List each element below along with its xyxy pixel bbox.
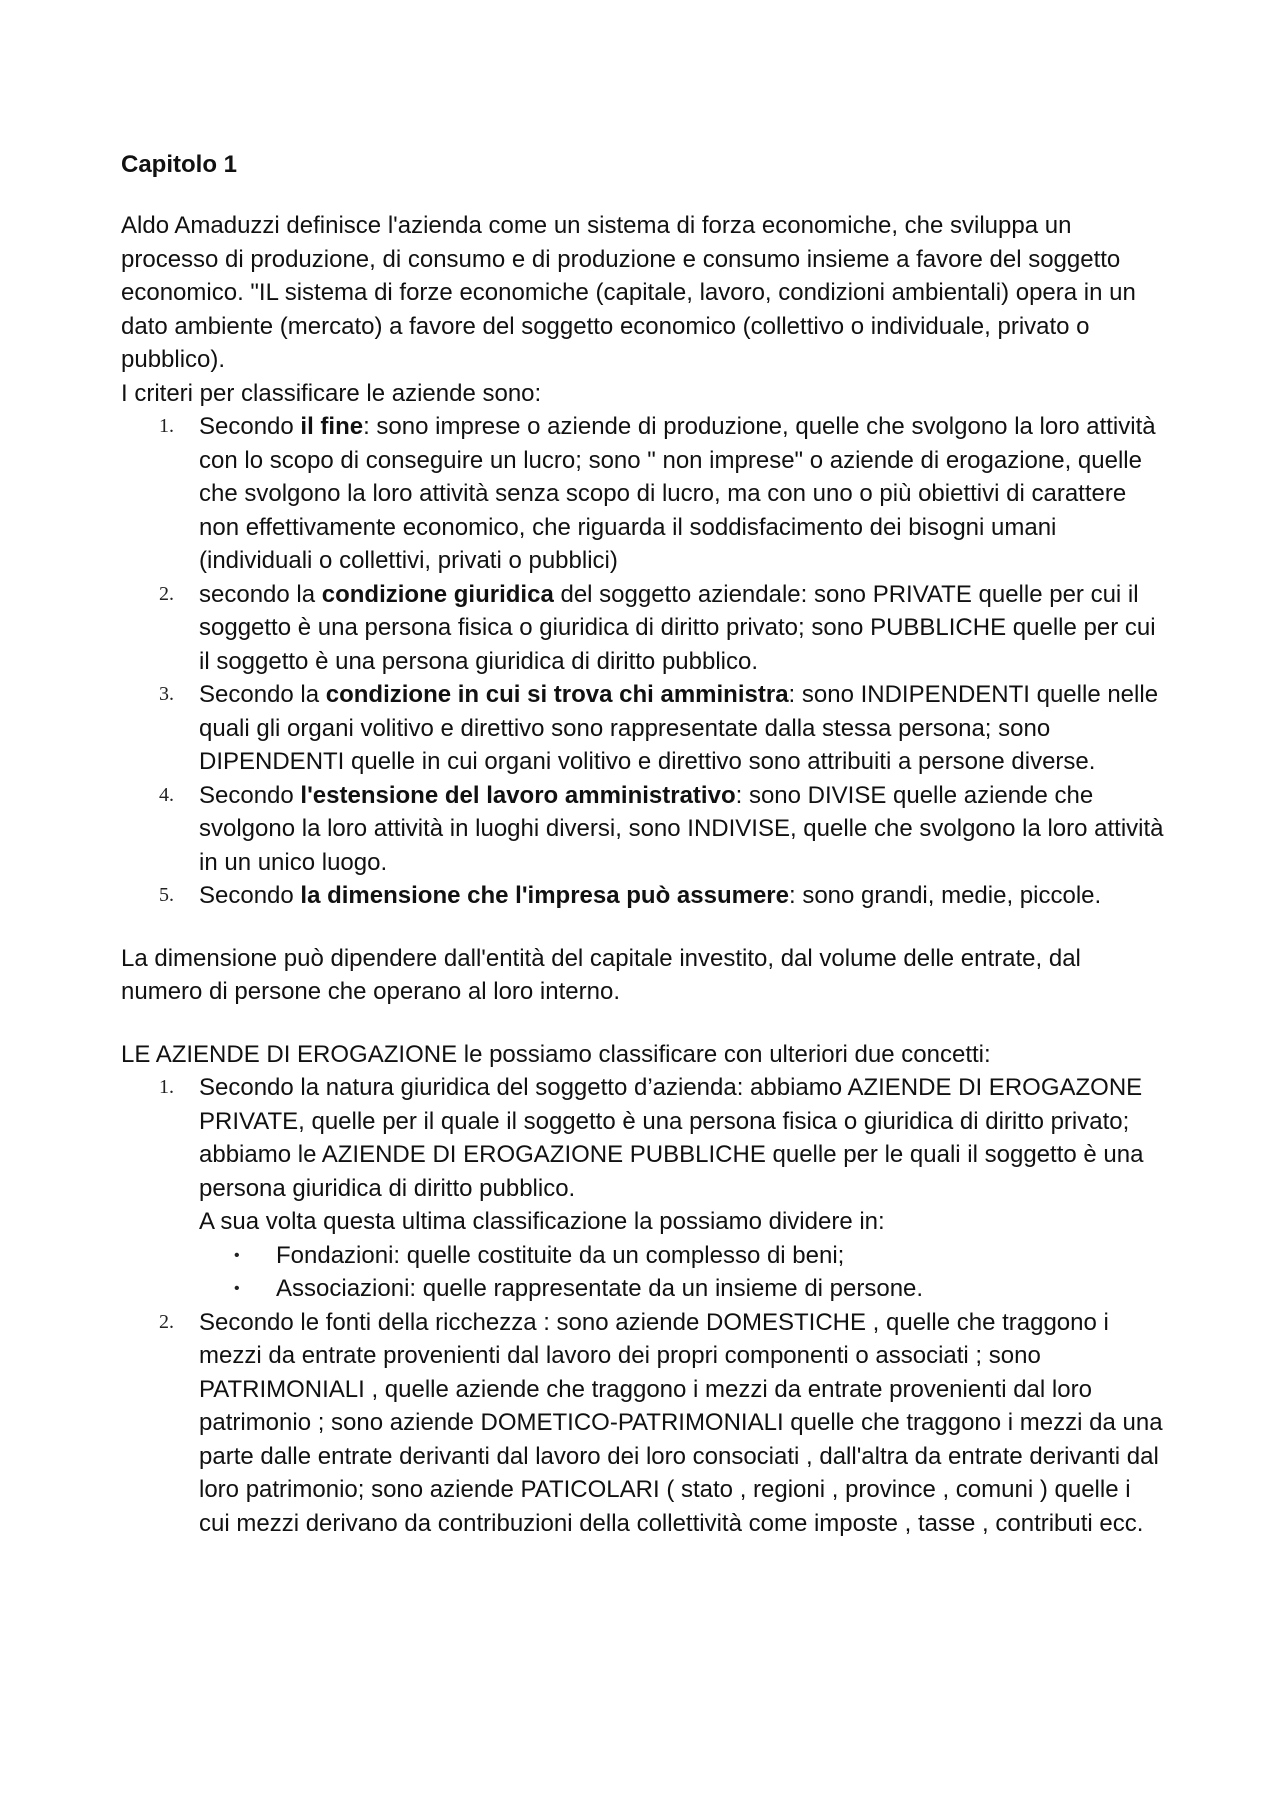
criteria-text-bold: condizione giuridica: [321, 580, 554, 608]
criteria-text-bold: condizione in cui si trova chi amministra: [325, 681, 789, 708]
criteria-list: [121, 410, 1166, 913]
erogazione-item-2: [159, 1306, 1166, 1541]
criteria-text-post: del soggetto aziendale: sono PRIVATE quelle per cui il soggetto è una persona fisica o giuridica di diritto privato; sono PUBBLICHE quelle per cui il soggetto è una persona giuridica di diritto pubblico.: [199, 580, 1156, 675]
bullet-item-associazioni: [234, 1272, 1166, 1306]
bullet-icon: •: [234, 1246, 240, 1264]
erogazione-sub-intro: A sua volta questa ultima classificazione la possiamo dividere in:: [199, 1208, 885, 1235]
criteria-text-post: : sono INDIPENDENTI quelle nelle quali gli organi volitivo e direttivo sono rappresentate dalla stessa persona; sono DIPENDENTI quelle in cui organi volitivo e direttivo sono attribuiti a persone diverse.: [199, 681, 1159, 775]
list-number: 1.: [159, 1076, 174, 1098]
list-number: 2.: [159, 1310, 174, 1333]
erogazione-list: [121, 1071, 1166, 1540]
document-page: [121, 148, 1166, 1540]
erogazione-item-text: Secondo le fonti della ricchezza : sono aziende DOMESTICHE , quelle che traggono i mezzi da entrate provenienti dal lavoro dei propri componenti o associati ; sono PATRIMONIALI , quelle aziende che traggono i mezzi da entrate provenienti dal loro patrimonio ; sono aziende DOMETICO-PATRIMONIALI quelle che traggono i mezzi da una parte dalle entrate derivanti dal lavoro dei loro consociati , dall'altra da entrate derivanti dal loro patrimonio; sono aziende PATICOLARI ( stato , regioni , province , comuni ) quelle i cui mezzi derivano da contribuzioni della collettività come imposte , tasse , contributi ecc.: [199, 1308, 1163, 1537]
criteria-intro: I criteri per classificare le aziende sono:: [121, 379, 542, 407]
list-number: 1.: [159, 415, 174, 437]
criteria-item-1: [159, 410, 1166, 578]
bullet-icon: •: [234, 1280, 240, 1297]
criteria-text-pre: Secondo: [199, 781, 301, 809]
criteria-text-pre: Secondo: [199, 413, 301, 440]
erogazione-item-1: [159, 1071, 1166, 1306]
criteria-item-5: [159, 879, 1166, 913]
spacer: [121, 913, 1166, 942]
list-number: 3.: [159, 683, 174, 705]
bullet-item-fondazioni: [234, 1239, 1166, 1273]
bullet-text: Associazioni: quelle rappresentate da un insieme di persone.: [276, 1275, 924, 1302]
list-number: 5.: [159, 884, 174, 906]
criteria-text-post: : sono grandi, medie, piccole.: [788, 882, 1102, 909]
intro-paragraph: Aldo Amaduzzi definisce l'azienda come un sistema di forza economiche, che sviluppa un processo di produzione, di consumo e di produzione e consumo insieme a favore del soggetto economico. "IL sistema di forze economiche (capitale, lavoro, condizioni ambientali) opera in un dato ambiente (mercato) a favore del soggetto economico (collettivo o individuale, privato o pubblico).: [121, 212, 1136, 373]
criteria-text-pre: Secondo la: [199, 681, 326, 708]
criteria-text-pre: secondo la: [199, 580, 322, 608]
criteria-text-pre: Secondo: [199, 882, 301, 909]
criteria-item-2: [159, 578, 1166, 679]
criteria-text-bold: il fine: [300, 413, 364, 440]
criteria-text-bold: la dimensione che l'impresa può assumere: [300, 882, 789, 909]
criteria-text-bold: l'estensione del lavoro amministrativo: [300, 781, 736, 809]
list-number: 4.: [159, 783, 174, 806]
erogazione-item-text: Secondo la natura giuridica del soggetto d’azienda: abbiamo AZIENDE DI EROGAZONE PRIVATE, quelle per il quale il soggetto è una persona fisica o giuridica di diritto privato; abbiamo le AZIENDE DI EROGAZIONE PUBBLICHE quelle per le quali il soggetto è una persona giuridica di diritto pubblico.: [199, 1074, 1144, 1202]
bullet-text: Fondazioni: quelle costituite da un complesso di beni;: [276, 1241, 845, 1269]
dimension-paragraph: La dimensione può dipendere dall'entità del capitale investito, dal volume delle entrate, dal numero di persone che operano al loro interno.: [121, 944, 1081, 1005]
criteria-text-post: : sono DIVISE quelle aziende che svolgono la loro attività in luoghi diversi, sono INDIVISE, quelle che svolgono la loro attività in un unico luogo.: [199, 781, 1164, 876]
erogazione-intro: LE AZIENDE DI EROGAZIONE le possiamo classificare con ulteriori due concetti:: [121, 1040, 991, 1068]
criteria-item-4: [159, 779, 1166, 880]
spacer: [121, 1009, 1166, 1038]
criteria-item-3: [159, 678, 1166, 779]
criteria-text-post: : sono imprese o aziende di produzione, quelle che svolgono la loro attività con lo scopo di conseguire un lucro; sono " non imprese" o aziende di erogazione, quelle che svolgono la loro attività senza scopo di lucro, ma con uno o più obiettivi di carattere non effettivamente economico, che riguarda il soddisfacimento dei bisogni umani (individuali o collettivi, privati o pubblici): [199, 413, 1156, 574]
bullet-list: [199, 1239, 1166, 1306]
chapter-title: Capitolo 1: [121, 151, 238, 178]
list-number: 2.: [159, 582, 174, 605]
